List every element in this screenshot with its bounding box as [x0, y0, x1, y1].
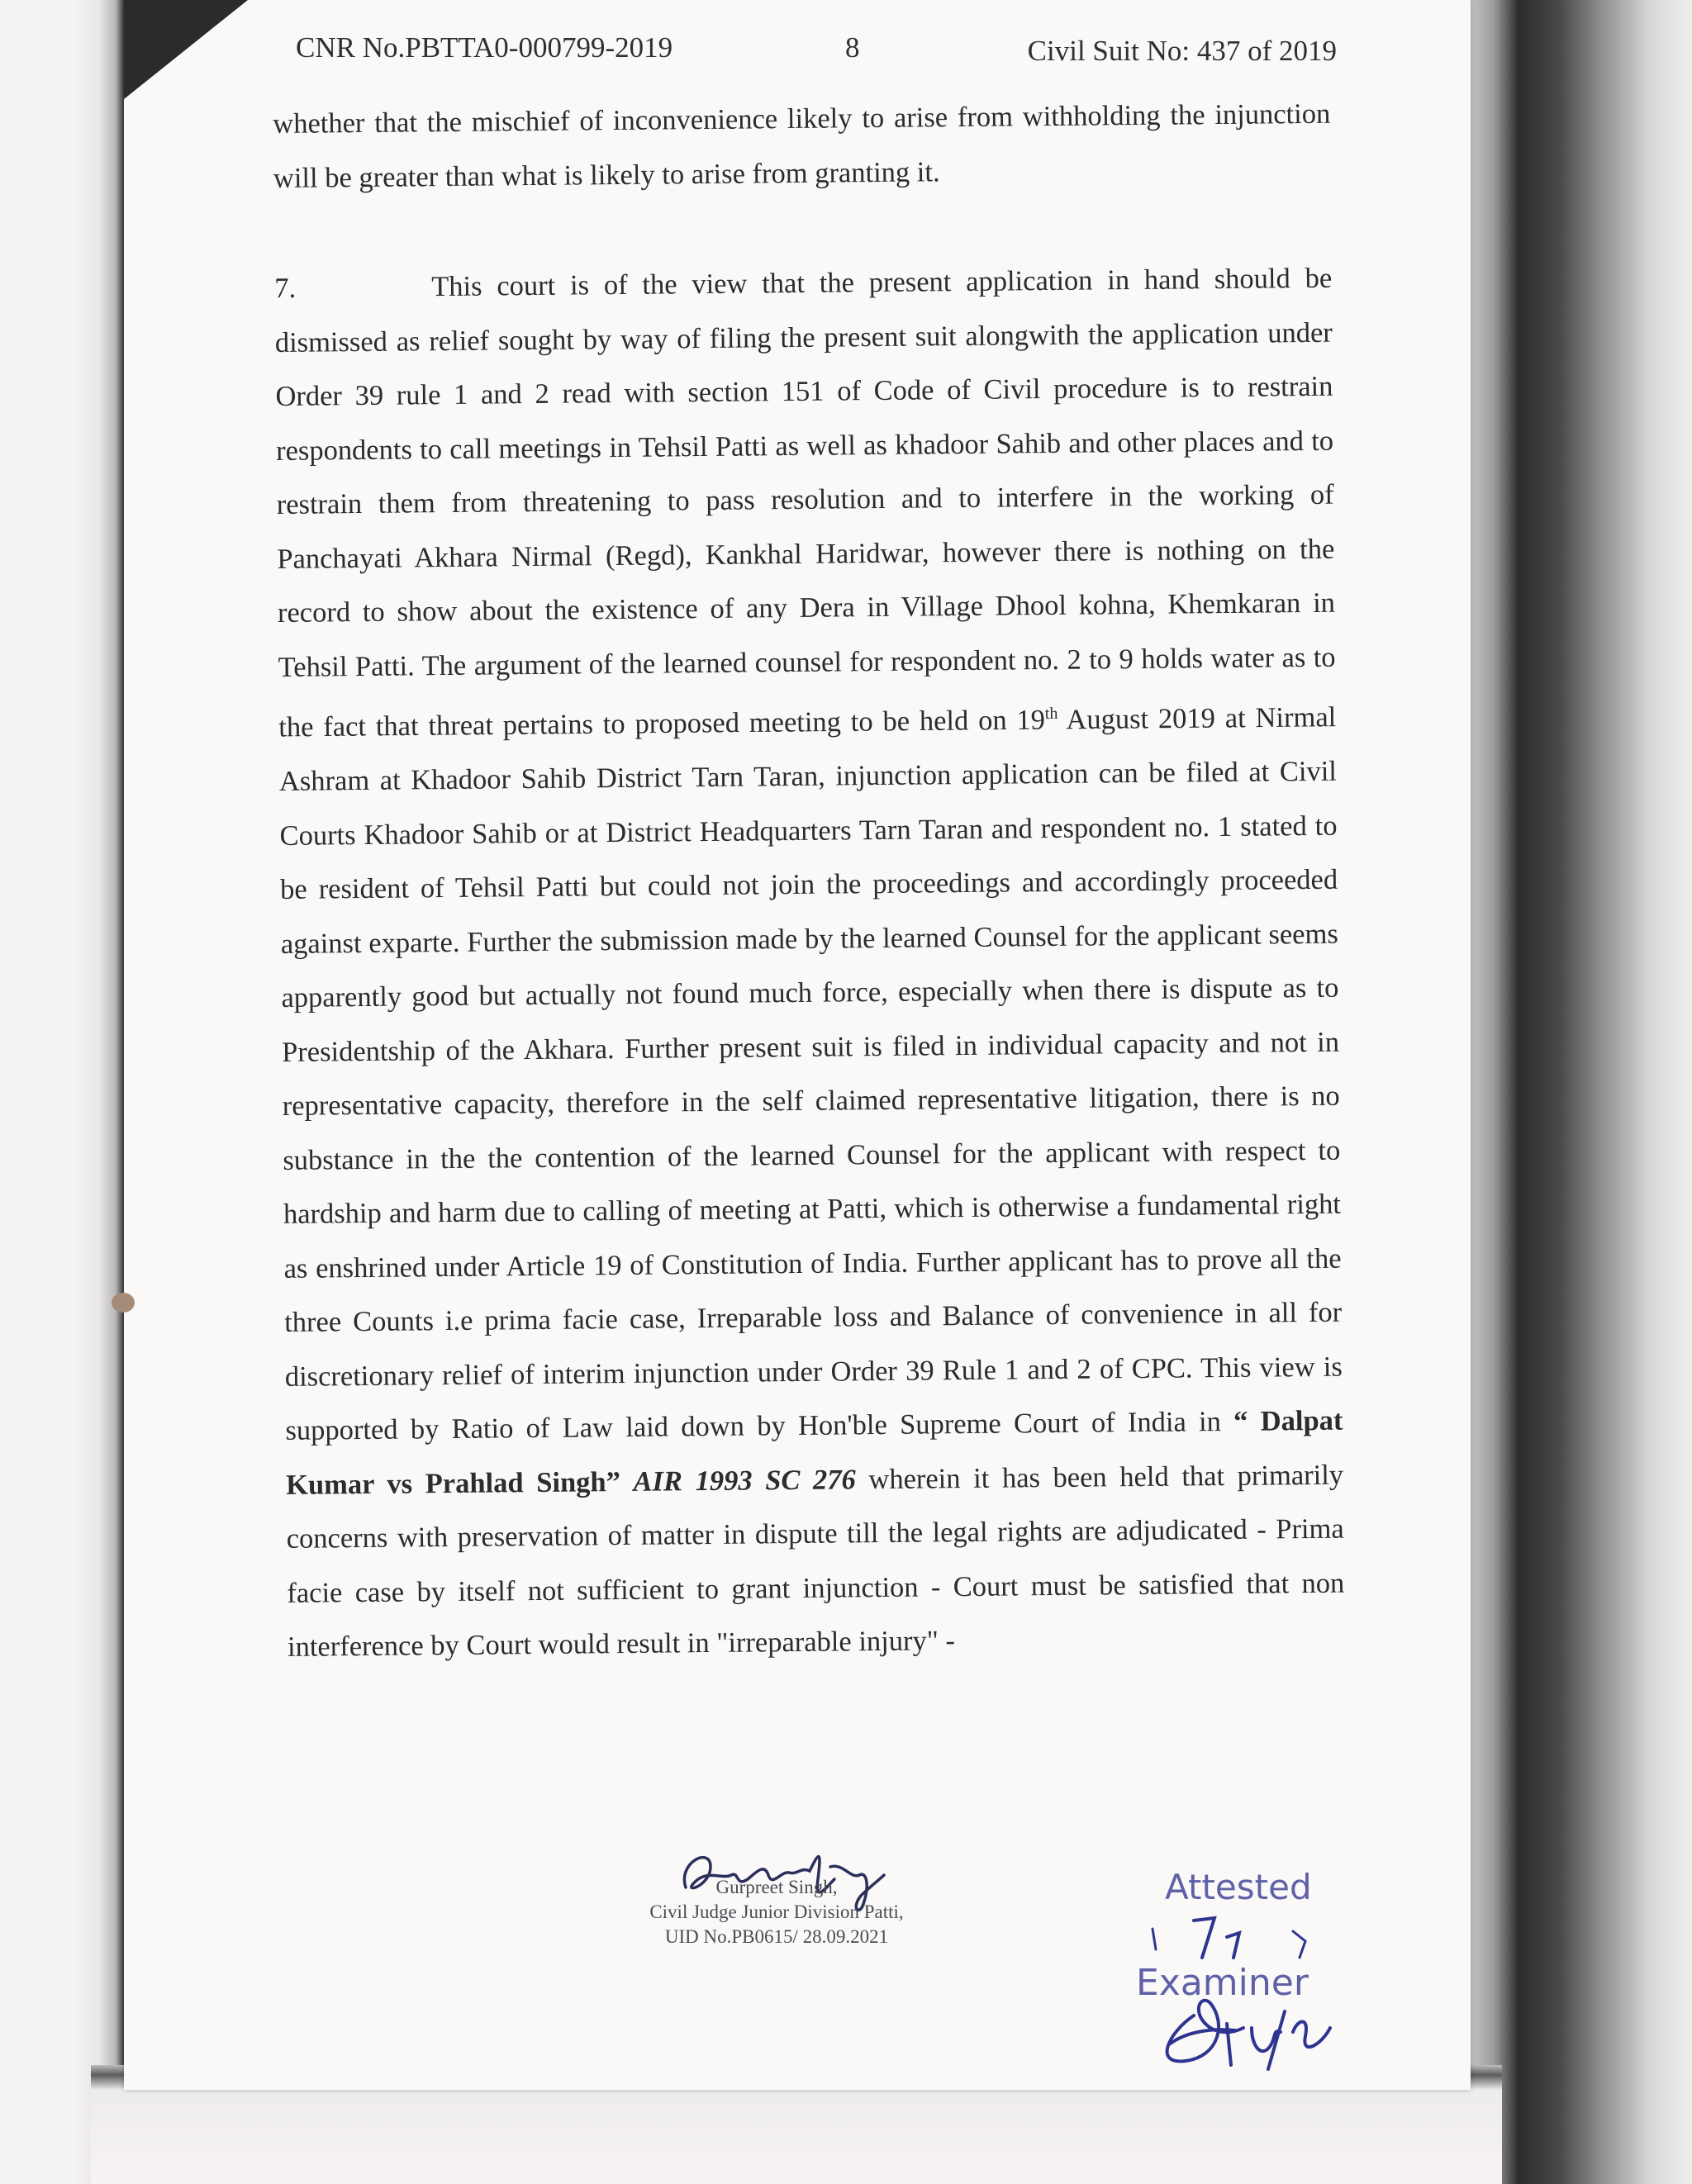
- paragraph-text-1: This court is of the view that the present application in hand should be dismissed as relief sought by way of filing the present suit alongwith the application under Order 39 rule 1 and 2 read with section 151 of Code of Civil procedure is to restrain respondents to call meetings in Tehsil Patti as well as khadoor Sahib and other places and to restrain them from threatening to pass resolution and to interfere in the working of Panchayati Akhara Nirmal (Regd), Kankhal Haridwar, however there is nothing on the record to show about the existence of any Dera in Village Dhool kohna, Khemkaran in Tehsil Patti. The argument of the learned counsel for respondent no. 2 to 9 holds water as to the fact that threat pertains to proposed meeting to be held on 19: [274, 262, 1336, 743]
- examiner-label: Examiner: [1136, 1962, 1309, 2004]
- paragraph-text-3: wherein it has been held that primarily concerns with preservation of matter in dispute till the legal rights are adjudicated - Prima facie case by itself not sufficient to grant injunction - Court must be satisfied that non interference by Court would result in "irreparable injury" -: [286, 1459, 1345, 1663]
- paragraph-text-2: August 2019 at Nirmal Ashram at Khadoor Sahib District Tarn Taran, injunction application can be filed at Civil Courts Khadoor Sahib or at District Headquarters Tarn Taran and respondent no. 1 stated to be resident of Tehsil Patti but could not join the proceedings and accordingly proceeded against exparte. Further the submission made by the learned Counsel for the applicant seems apparently good but actually not found much force, especially when there is dispute as to Presidentship of the Akhara. Further present suit is filed in individual capacity and not in representative capacity, therefore in the self claimed representative litigation, there is no substance in the the contention of the learned Counsel for the applicant with respect to hardship and harm due to calling of meeting at Patti, which is otherwise a fundamental right as enshrined under Article 19 of Constitution of India. Further applicant has to prove all the three Counts i.e prima facie case, Irreparable loss and Balance of convenience in all for discretionary relief of interim injunction under Order 39 Rule 1 and 2 of CPC. This view is supported by Ratio of Law laid down by Hon'ble Supreme Court of India in: [278, 701, 1343, 1446]
- paragraph-number: 7.: [274, 272, 297, 304]
- attested-stamp: [1136, 1867, 1351, 2073]
- page-header: [296, 31, 1337, 73]
- folded-corner: [124, 0, 248, 99]
- case-name: “ Dalpat Kumar vs Prahlad Singh”: [285, 1404, 1343, 1501]
- cnr-number: CNR No.PBTTA0-000799-2019: [296, 31, 673, 64]
- scan-right-edge: [1444, 0, 1692, 2184]
- examiner-initials-ink: [1136, 1867, 1351, 2073]
- margin-stain: [112, 1293, 135, 1313]
- paragraph-gap: [273, 196, 1332, 262]
- continuation-paragraph: whether that the mischief of inconvenience likely to arise from withholding the injunction will be greater than what is likely to arise from granting it.: [273, 97, 1331, 194]
- judge-name: Gurpreet Singh,: [715, 1877, 838, 1897]
- case-citation: AIR 1993 SC 276: [633, 1463, 856, 1498]
- date-superscript: th: [1044, 704, 1058, 724]
- judge-uid: UID No.PB0615/ 28.09.2021: [664, 1926, 889, 1947]
- attested-label: Attested: [1165, 1867, 1312, 1907]
- paragraph-7: [274, 252, 1345, 1675]
- judge-signature-block: [595, 1830, 958, 1949]
- page-number: 8: [845, 31, 860, 64]
- suit-number: Civil Suit No: 437 of 2019: [1027, 35, 1337, 67]
- judge-designation: Civil Judge Junior Division Patti,: [649, 1902, 904, 1922]
- order-body: [273, 88, 1345, 1675]
